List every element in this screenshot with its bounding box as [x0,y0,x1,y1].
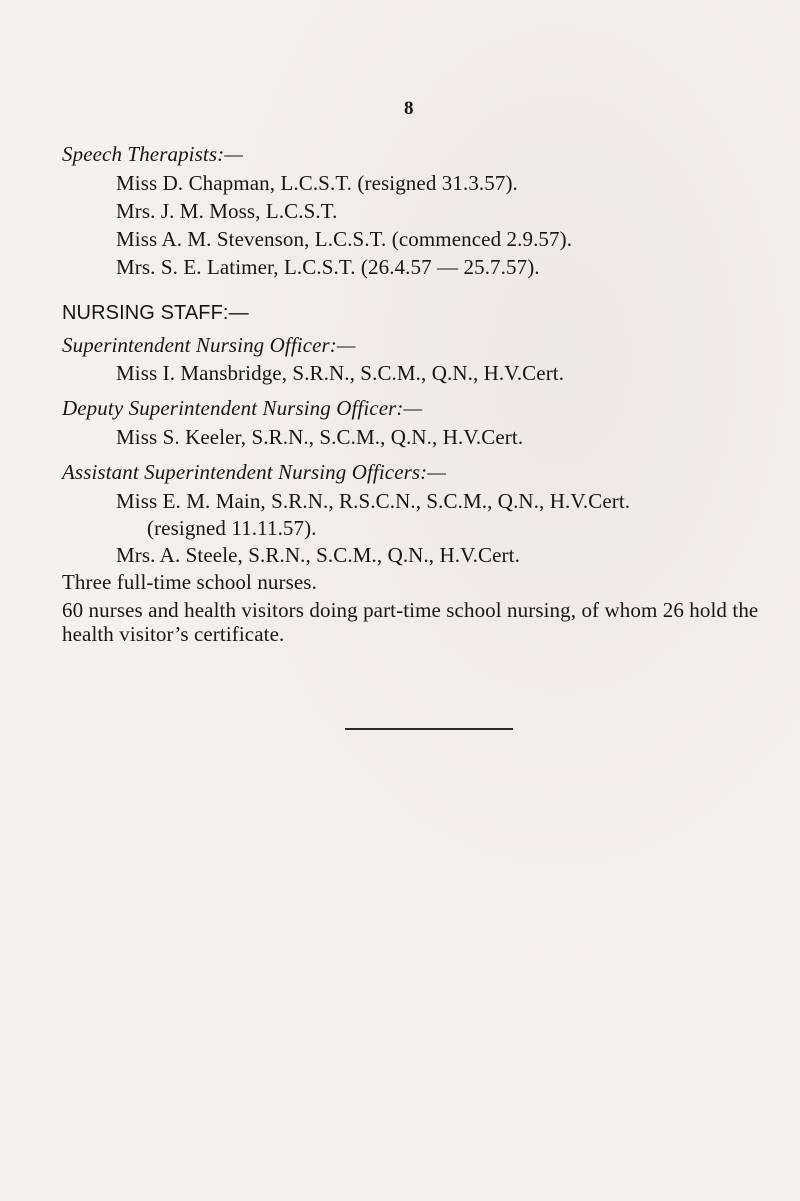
assistants-heading: Assistant Superintendent Nursing Officers:— [62,460,447,484]
superintendent-entry: Miss I. Mansbridge, S.R.N., S.C.M., Q.N., H.V.Cert. [116,361,565,385]
speech-therapist-entry: Mrs. J. M. Moss, L.C.S.T. [116,199,338,223]
speech-therapist-entry: Mrs. S. E. Latimer, L.C.S.T. (26.4.57 — 25.7.57). [116,255,540,279]
superintendent-heading: Superintendent Nursing Officer:— [62,333,356,357]
part-time-nursing-text-continued: health visitor’s certificate. [62,622,285,646]
school-nurses-text: Three full-time school nurses. [62,570,317,594]
part-time-nursing-text: 60 nurses and health visitors doing part-time school nursing, of whom 26 hold the [62,598,759,622]
nursing-staff-heading: NURSING STAFF:— [62,302,249,324]
section-divider [345,728,513,730]
assistant-entry: Miss E. M. Main, S.R.N., R.S.C.N., S.C.M., Q.N., H.V.Cert. [116,489,631,513]
speech-therapist-entry: Miss D. Chapman, L.C.S.T. (resigned 31.3.57). [116,171,518,195]
deputy-entry: Miss S. Keeler, S.R.N., S.C.M., Q.N., H.V.Cert. [116,425,524,449]
deputy-heading: Deputy Superintendent Nursing Officer:— [62,396,423,420]
speech-therapist-entry: Miss A. M. Stevenson, L.C.S.T. (commenced 2.9.57). [116,227,573,251]
page-number: 8 [404,98,414,119]
assistant-entry-continued: (resigned 11.11.57). [147,516,317,540]
speech-therapists-heading: Speech Therapists:— [62,142,243,166]
assistant-entry: Mrs. A. Steele, S.R.N., S.C.M., Q.N., H.V.Cert. [116,543,520,567]
